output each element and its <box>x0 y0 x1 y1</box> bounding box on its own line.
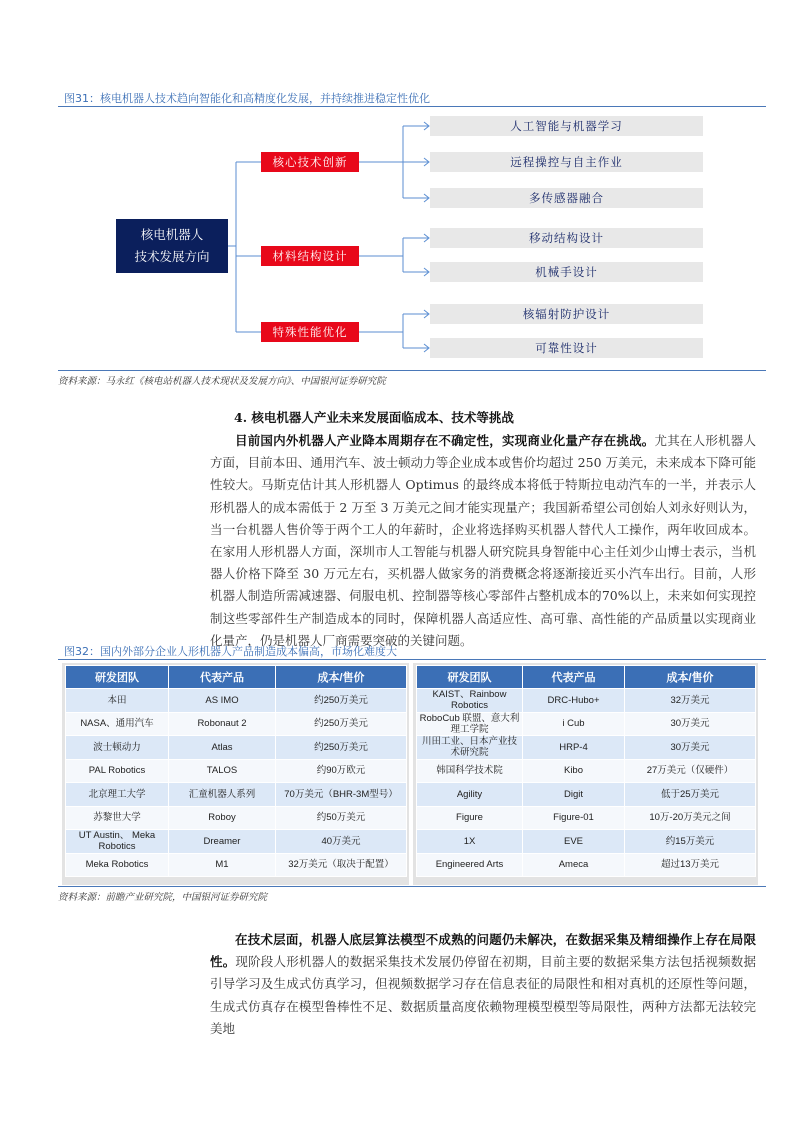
cell-cost: 约90万欧元 <box>276 759 407 783</box>
figure31-title: 图31：核电机器人技术趋向智能化和高精度化发展，并持续推进稳定性优化 <box>64 92 430 105</box>
table-row <box>417 712 756 736</box>
cell-cost: 32万美元 <box>625 689 756 713</box>
cell-product: AS IMO <box>169 689 276 713</box>
cell-team: UT Austin、 Meka Robotics <box>66 830 169 854</box>
paragraph-cost-body: 尤其在人形机器人方面，目前本田、通用汽车、波士顿动力等企业成本或售价均超过 250 万美元，未来成本下降可能性较大。马斯克估计其人形机器人 Optimus 的最终成本将低于特斯拉电动汽车的一半，并表示人形机器人的成本需低于 2 万至 3 万美元之间才能实现量产；我国新希望公司创始人刘永好则认为，当一台机器人售价等于两个工人的年薪时，企业将选择购买机器人替代人工操作，两年收回成本。在家用人形机器人方面，深圳市人工智能与机器人研究院具身智能中心主任刘少山博士表示，当机器人价格下降至 30 万元左右，买机器人做家务的消费概念将逐渐接近买小汽车出行。目前，人形机器人制造所需减速器、伺服电机、控制器等核心零部件占整机成本的70%以上，未来如何实现控制这些零部件生产制造成本的同时，保障机器人高适应性、高可靠、高性能的产品质量以实现商业化量产，仍是机器人厂商需要突破的关键问题。 <box>210 433 756 648</box>
root-line-1: 核电机器人 <box>140 227 204 242</box>
table-row <box>417 853 756 877</box>
cell-team: Agility <box>417 783 523 807</box>
cell-product: Ameca <box>523 853 625 877</box>
figure32-rule <box>58 659 766 660</box>
header-product: 代表产品 <box>523 666 625 689</box>
table-row <box>417 759 756 783</box>
cell-product: HRP-4 <box>523 736 625 760</box>
figure31-source: 资料来源：马永红《核电站机器人技术现状及发展方向》、中国银河证券研究院 <box>58 376 386 387</box>
table-row <box>66 853 407 877</box>
header-team: 研发团队 <box>66 666 169 689</box>
cell-product: 汇童机器人系列 <box>169 783 276 807</box>
paragraph-technology-lead: 在技术层面，机器人底层算法模型不成熟的问题仍未解决，在数据采集及精细操作上存在局限性。 <box>210 932 756 970</box>
leaf-remote-control: 远程操控与自主作业 <box>430 152 703 172</box>
leaf-mobile-structure: 移动结构设计 <box>430 228 703 248</box>
header-team: 研发团队 <box>417 666 523 689</box>
cell-team: 波士顿动力 <box>66 736 169 760</box>
cell-team: 韩国科学技术院 <box>417 759 523 783</box>
section-heading: 4. 核电机器人产业未来发展面临成本、技术等挑战 <box>234 410 514 425</box>
leaf-radiation-protection: 核辐射防护设计 <box>430 304 703 324</box>
cell-cost: 32万美元（取决于配置） <box>276 853 407 877</box>
category-special-performance: 特殊性能优化 <box>261 322 359 342</box>
cell-cost: 约250万美元 <box>276 712 407 736</box>
cell-cost: 70万美元（BHR-3M型号） <box>276 783 407 807</box>
cell-product: DRC-Hubo+ <box>523 689 625 713</box>
cell-product: TALOS <box>169 759 276 783</box>
category-material-structure: 材料结构设计 <box>261 246 359 266</box>
header-product: 代表产品 <box>169 666 276 689</box>
cell-cost: 30万美元 <box>625 736 756 760</box>
table-row <box>66 806 407 830</box>
paragraph-technology <box>210 929 756 1040</box>
figure32-title: 图32：国内外部分企业人形机器人产品制造成本偏高，市场化难度大 <box>64 645 397 658</box>
cell-team: PAL Robotics <box>66 759 169 783</box>
cost-table-left <box>65 665 407 877</box>
leaf-ai-ml: 人工智能与机器学习 <box>430 116 703 136</box>
cell-product: EVE <box>523 830 625 854</box>
cell-team: Engineered Arts <box>417 853 523 877</box>
table-row <box>417 736 756 760</box>
cell-product: Atlas <box>169 736 276 760</box>
diagram-root-node <box>116 219 228 273</box>
cell-product: Robonaut 2 <box>169 712 276 736</box>
cell-team: Meka Robotics <box>66 853 169 877</box>
figure32-bottom-rule <box>58 886 766 887</box>
cell-product: M1 <box>169 853 276 877</box>
cell-team: 川田工业、日本产业技术研究院 <box>417 736 523 760</box>
tech-direction-diagram <box>58 108 766 370</box>
table-row <box>66 783 407 807</box>
cost-table-right <box>416 665 756 877</box>
cell-team: RoboCub 联盟、意大利理工学院 <box>417 712 523 736</box>
table-row <box>417 783 756 807</box>
header-cost: 成本/售价 <box>625 666 756 689</box>
cell-cost: 超过13万美元 <box>625 853 756 877</box>
header-cost: 成本/售价 <box>276 666 407 689</box>
paragraph-cost-lead: 目前国内外机器人产业降本周期存在不确定性，实现商业化量产存在挑战。 <box>235 433 655 448</box>
cell-team: KAIST、Rainbow Robotics <box>417 689 523 713</box>
table-row <box>417 830 756 854</box>
cell-cost: 约250万美元 <box>276 736 407 760</box>
leaf-reliability: 可靠性设计 <box>430 338 703 358</box>
leaf-multi-sensor: 多传感器融合 <box>430 188 703 208</box>
table-row <box>66 830 407 854</box>
table-row <box>66 736 407 760</box>
cell-cost: 约15万美元 <box>625 830 756 854</box>
table-row <box>66 712 407 736</box>
cell-product: i Cub <box>523 712 625 736</box>
table-row <box>66 689 407 713</box>
cell-team: 苏黎世大学 <box>66 806 169 830</box>
figure31-bottom-rule <box>58 370 766 371</box>
cell-product: Roboy <box>169 806 276 830</box>
cell-cost: 27万美元（仅硬件） <box>625 759 756 783</box>
leaf-manipulator: 机械手设计 <box>430 262 703 282</box>
cell-product: Digit <box>523 783 625 807</box>
cell-team: NASA、通用汽车 <box>66 712 169 736</box>
cell-product: Kibo <box>523 759 625 783</box>
cell-cost: 10万-20万美元之间 <box>625 806 756 830</box>
table-row <box>66 759 407 783</box>
table-row <box>417 689 756 713</box>
cell-team: Figure <box>417 806 523 830</box>
cell-team: 1X <box>417 830 523 854</box>
paragraph-technology-body: 现阶段人形机器人的数据采集技术发展仍停留在初期，目前主要的数据采集方法包括视频数据引导学习及生成式仿真学习，但视频数据学习存在信息表征的局限性和相对真机的还原性等问题，生成式仿真存在模型鲁棒性不足、数据质量高度依赖物理模型模型等局限性，两种方法都无法较完美地 <box>210 954 756 1036</box>
cell-cost: 约50万美元 <box>276 806 407 830</box>
cell-cost: 30万美元 <box>625 712 756 736</box>
cell-cost: 约250万美元 <box>276 689 407 713</box>
category-core-tech: 核心技术创新 <box>261 152 359 172</box>
table-row <box>417 806 756 830</box>
cell-product: Figure-01 <box>523 806 625 830</box>
figure32-source: 资料来源：前瞻产业研究院，中国银河证券研究院 <box>58 892 268 903</box>
cell-team: 北京理工大学 <box>66 783 169 807</box>
paragraph-cost <box>210 430 756 652</box>
cell-cost: 40万美元 <box>276 830 407 854</box>
cell-cost: 低于25万美元 <box>625 783 756 807</box>
figure31-rule <box>58 106 766 107</box>
cell-team: 本田 <box>66 689 169 713</box>
root-line-2: 技术发展方向 <box>134 249 210 264</box>
cell-product: Dreamer <box>169 830 276 854</box>
